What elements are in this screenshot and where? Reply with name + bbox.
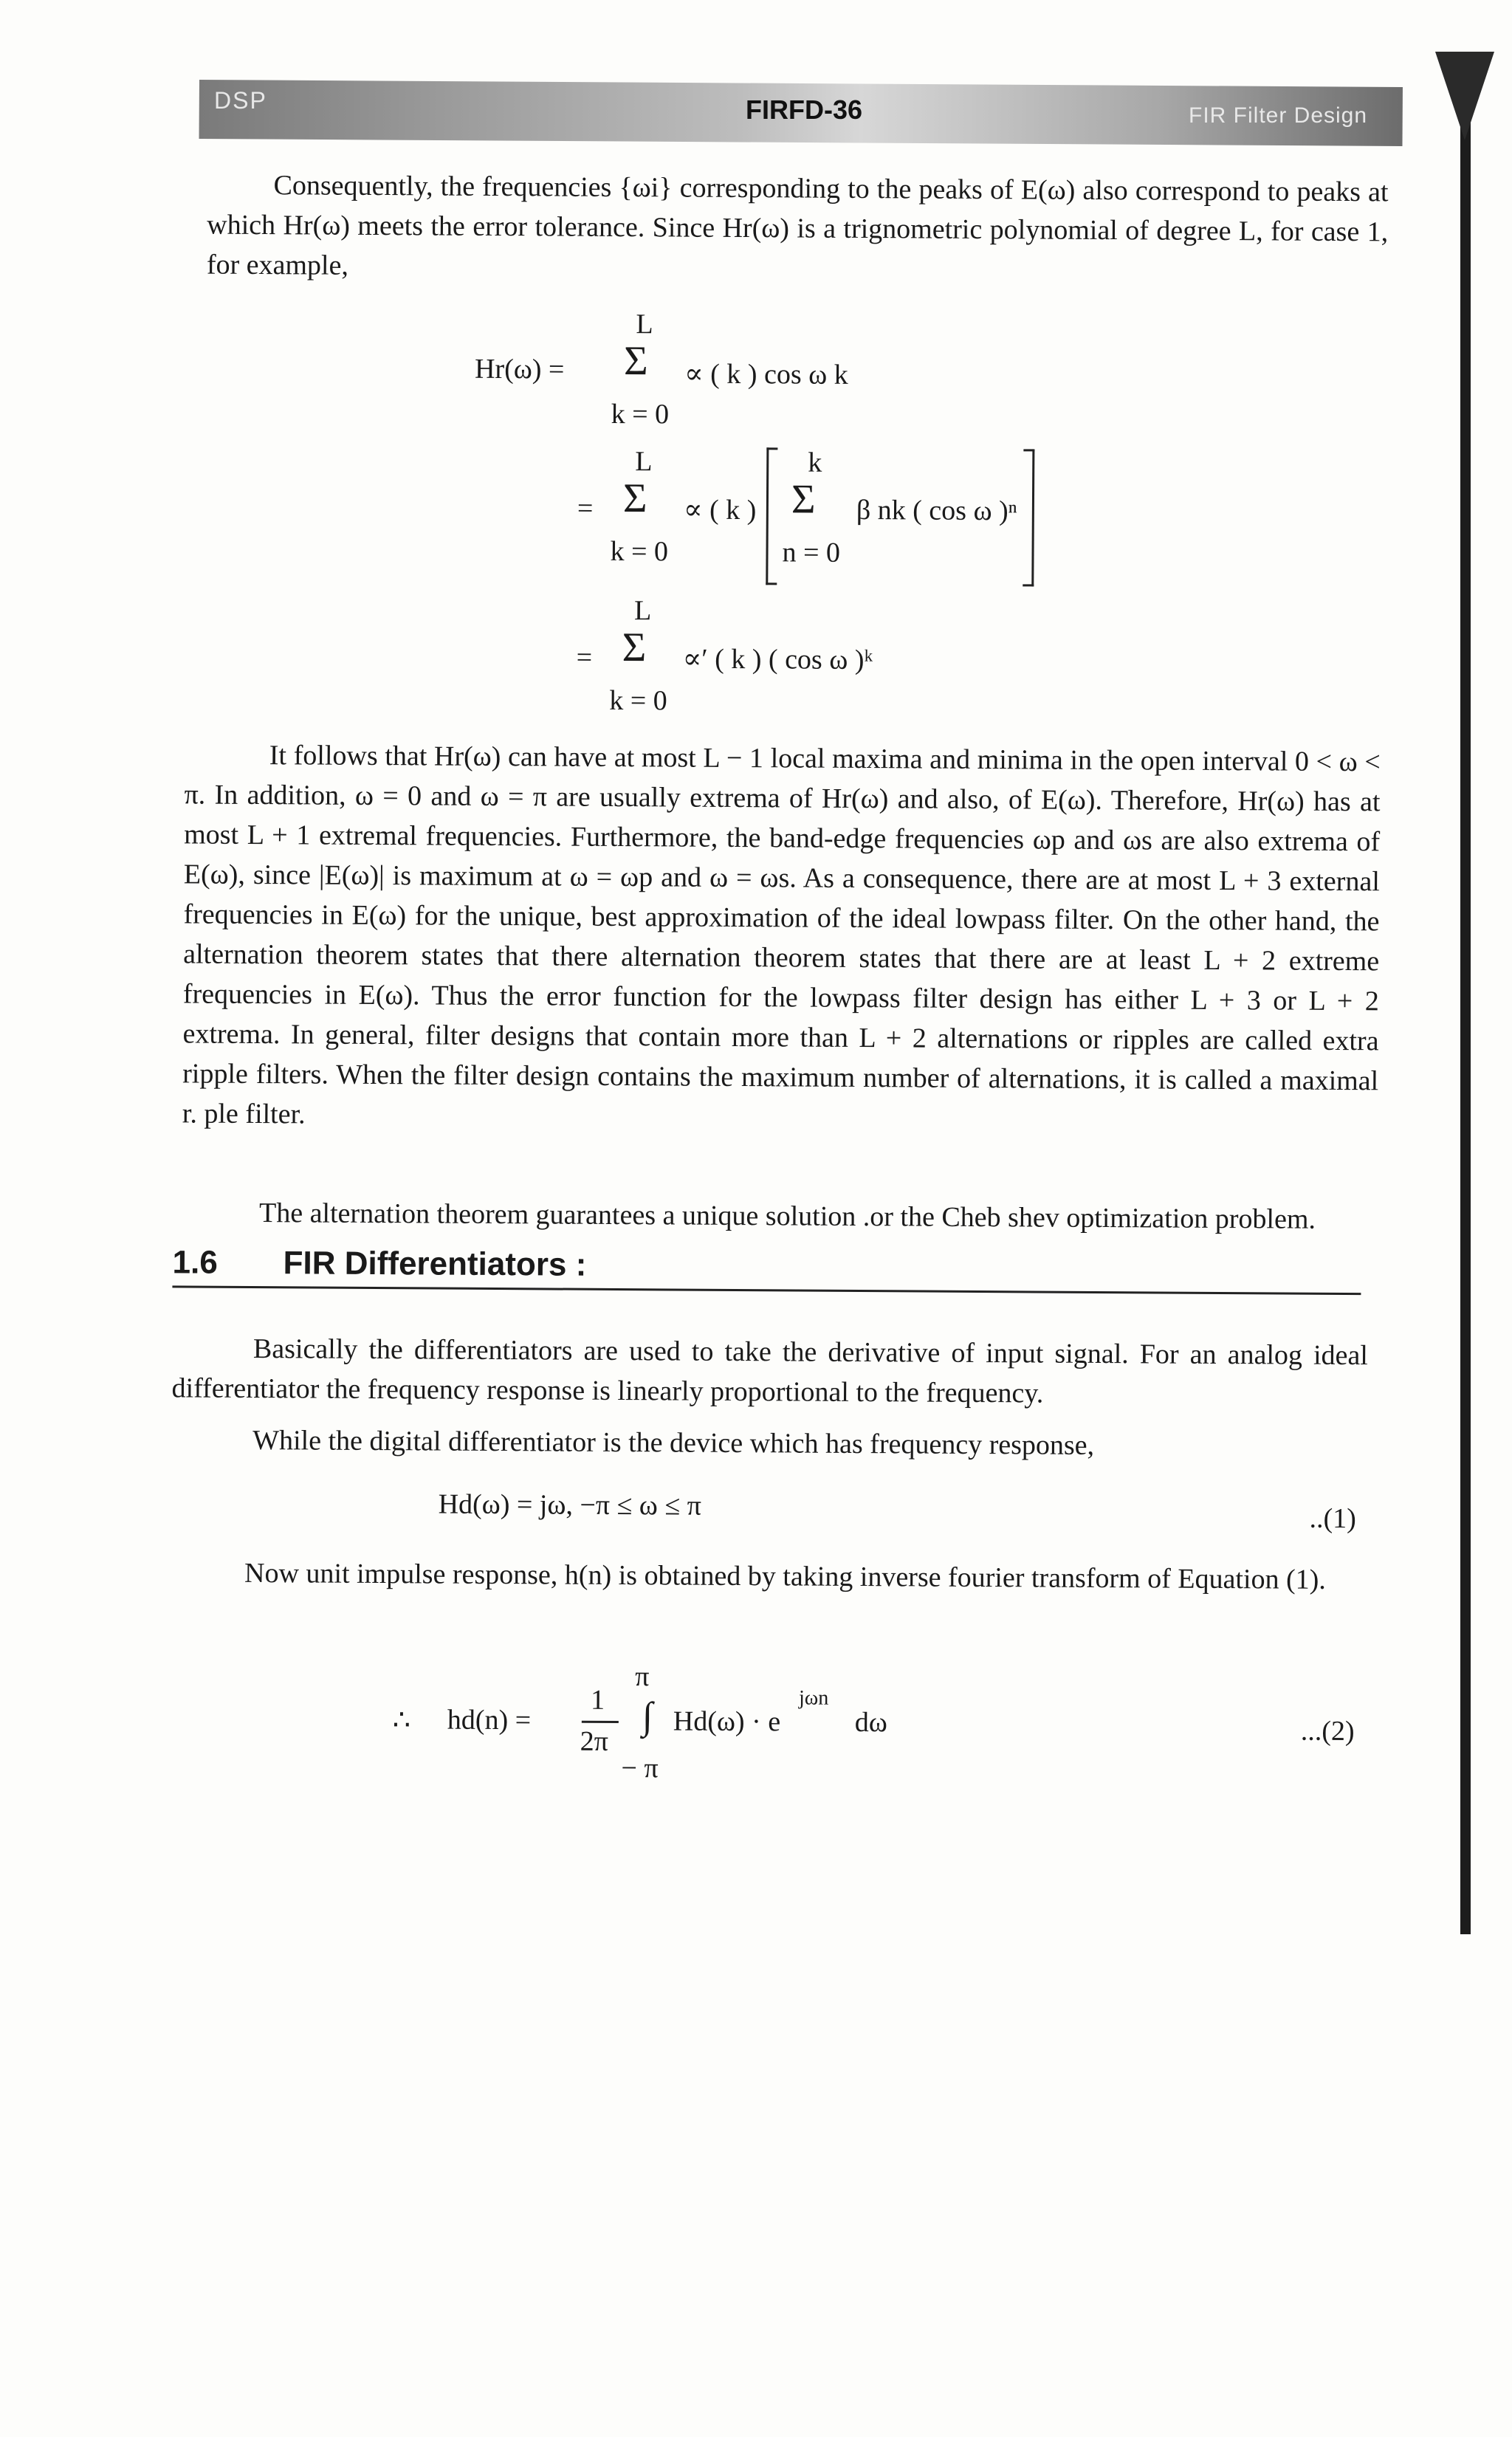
eq-upper-k: k xyxy=(808,447,822,478)
eq-upper-L-1: L xyxy=(636,309,653,340)
eq-equals-3: = xyxy=(576,642,593,673)
section-title: FIR Differentiators : xyxy=(283,1245,587,1283)
equation-1-number: ..(1) xyxy=(1309,1502,1356,1535)
eq2-exponent: jωn xyxy=(798,1686,829,1710)
eq2-frac-den: 2π xyxy=(580,1725,609,1757)
header-right-label: FIR Filter Design xyxy=(1189,103,1368,128)
section-number: 1.6 xyxy=(172,1244,218,1281)
left-bracket xyxy=(766,447,777,585)
eq-line3-rhs: ∝′ ( k ) ( cos ω )ᵏ xyxy=(682,643,873,676)
paragraph-6: Now unit impulse response, h(n) is obtained by taking inverse fourier transform of Equation (1). xyxy=(244,1557,1326,1595)
equation-2-number: ...(2) xyxy=(1300,1715,1355,1747)
equation-1: Hd(ω) = jω, −π ≤ ω ≤ π xyxy=(438,1488,702,1522)
eq-lower-k0-1: k = 0 xyxy=(611,398,670,430)
eq-line2-inner: β nk ( cos ω )ⁿ xyxy=(856,494,1017,527)
section-heading xyxy=(172,1244,1361,1295)
eq2-dw: dω xyxy=(854,1706,888,1739)
eq-line2-alpha: ∝ ( k ) xyxy=(683,494,757,526)
paragraph-5: While the digital differentiator is the device which has frequency response, xyxy=(252,1424,1095,1461)
eq2-lhs: hd(n) = xyxy=(447,1704,532,1736)
integral-icon: ∫ xyxy=(642,1695,653,1738)
eq-lower-k0-3: k = 0 xyxy=(609,684,667,717)
paragraph-4: Basically the differentiators are used to take the derivative of input signal. For an analog ideal differentiator the frequency response is linearly proportional to the frequency. xyxy=(171,1333,1369,1409)
fraction-bar xyxy=(582,1721,619,1723)
page-number-title: FIRFD-36 xyxy=(746,94,863,125)
header-left-label: DSP xyxy=(214,87,267,114)
eq-equals-2: = xyxy=(577,492,594,524)
therefore-symbol: ∴ xyxy=(392,1705,411,1736)
sigma-icon-3: Σ xyxy=(791,476,816,523)
sigma-icon-4: Σ xyxy=(622,625,647,671)
eq2-integrand: Hd(ω) · e xyxy=(673,1705,781,1738)
eq-lower-n0: n = 0 xyxy=(782,537,841,568)
sigma-icon-2: Σ xyxy=(622,475,647,522)
right-bracket xyxy=(1023,449,1034,586)
eq2-upper: π xyxy=(635,1661,650,1693)
eq-lower-k0-2: k = 0 xyxy=(610,535,669,568)
paragraph-2: It follows that Hr(ω) can have at most L − 1 local maxima and minima in the open interval 0 < ω < π. In addition, ω = 0 and ω = π are usually extrema of Hr(ω) and also, of E(ω). Therefore, Hr(ω) has at most L + 1 extremal frequencies. Furthermore, the band-edge frequencies ωp and ωs are also extrema of E(ω), since |E(ω)| is maximum at ω = ωp and ω = ωs. As a consequence, there are at most L + 3 external frequencies in E(ω) for the unique, best approximation of the ideal lowpass filter. On the other hand, the alternation theorem states that there alternation theorem states that there are at least L + 2 extreme frequencies in E(ω). Thus the error function for the lowpass filter design has either L + 3 or L + 2 extrema. In general, filter designs that contain more than L + 2 alternations or ripples are called extra ripple filters. When the filter design contains the maximum number of alternations, it is called a maximal r. ple filter. xyxy=(182,740,1381,1130)
eq-upper-L-2: L xyxy=(635,446,653,478)
paragraph-3: The alternation theorem guarantees a unique solution .or the Cheb shev optimization problem. xyxy=(258,1197,1316,1235)
paragraph-1: Consequently, the frequencies {ωi} corresponding to the peaks of E(ω) also correspond to peaks at which Hr(ω) meets the error tolerance. Since Hr(ω) is a trignometric polynomial of degree L, for case 1, for example, xyxy=(206,170,1389,281)
eq-lhs: Hr(ω) = xyxy=(474,353,565,385)
eq2-lower: − π xyxy=(621,1753,659,1784)
eq-upper-L-3: L xyxy=(633,595,652,627)
sigma-icon-1: Σ xyxy=(623,338,648,385)
eq-line1-rhs: ∝ ( k ) cos ω k xyxy=(684,358,848,391)
eq2-frac-num: 1 xyxy=(590,1684,605,1716)
